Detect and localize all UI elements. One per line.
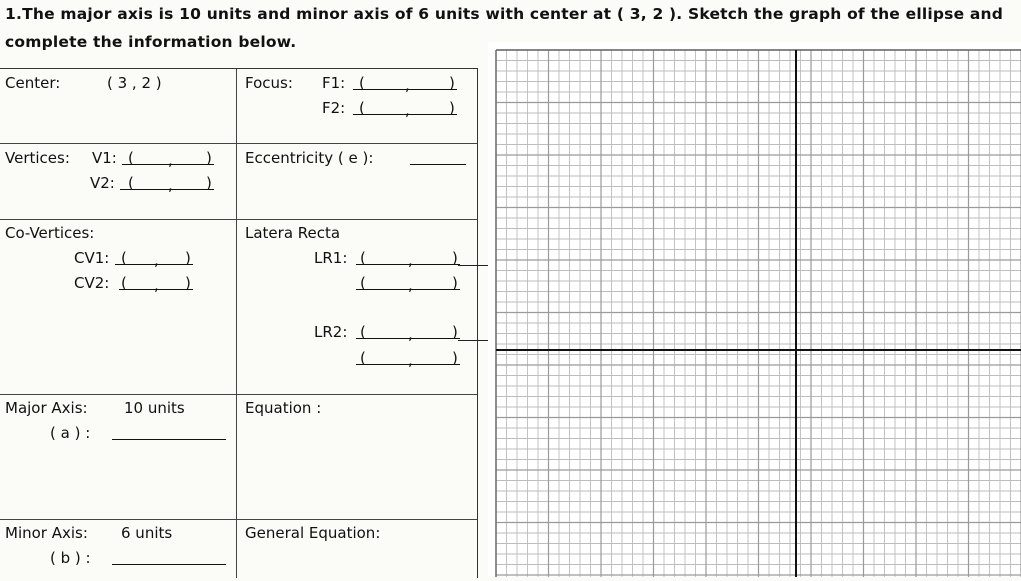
covertices-label: Co-Vertices: — [5, 224, 95, 242]
equation-label: Equation : — [245, 399, 322, 417]
problem-line-1: 1.The major axis is 10 units and minor axis of 6 units with center at ( 3, 2 ). Sketch the graph of the ellipse and — [5, 5, 1004, 23]
eccentricity-answer-blank[interactable] — [410, 148, 466, 165]
major-axis-label: Major Axis: — [5, 399, 88, 417]
v2-label: V2: — [90, 174, 115, 192]
v1-answer-blank[interactable]: ( , ) — [122, 148, 214, 165]
a-answer-blank[interactable] — [112, 423, 226, 440]
lr2-answer-blank-2[interactable]: ( , ) — [356, 348, 460, 365]
v1-label: V1: — [92, 149, 117, 167]
eccentricity-label: Eccentricity ( e ): — [245, 149, 374, 167]
general-equation-label: General Equation: — [245, 524, 381, 542]
minor-axis-value: 6 units — [121, 524, 173, 542]
b-answer-blank[interactable] — [112, 548, 226, 565]
table-column-divider — [236, 69, 237, 578]
latera-recta-label: Latera Recta — [245, 224, 341, 242]
cv2-label: CV2: — [74, 274, 110, 292]
cv1-answer-blank[interactable]: ( , ) — [115, 248, 193, 265]
lr1-answer-blank-2[interactable]: ( , ) — [356, 273, 460, 290]
coordinate-grid[interactable] — [488, 42, 1021, 577]
cv2-answer-blank[interactable]: ( , ) — [119, 273, 193, 290]
lr1-label: LR1: — [314, 249, 348, 267]
graph-paper[interactable] — [488, 42, 1021, 577]
v2-answer-blank[interactable]: ( , ) — [120, 173, 214, 190]
center-value: ( 3 , 2 ) — [107, 74, 162, 92]
f2-answer-blank[interactable]: ( , ) — [353, 98, 457, 115]
a-label: ( a ) : — [50, 424, 91, 442]
grid-background — [488, 42, 1021, 577]
f2-label: F2: — [322, 99, 346, 117]
table-row-divider — [0, 219, 477, 220]
table-row-divider — [0, 143, 477, 144]
center-label: Center: — [5, 74, 61, 92]
lr1-answer-blank-1[interactable]: ( , ) — [356, 248, 460, 265]
vertices-label: Vertices: — [5, 149, 70, 167]
f1-label: F1: — [322, 74, 346, 92]
info-table — [0, 68, 478, 578]
problem-line-2: complete the information below. — [5, 33, 297, 51]
lr2-answer-blank-1[interactable]: ( , ) — [356, 322, 460, 339]
minor-axis-label: Minor Axis: — [5, 524, 88, 542]
table-row-divider — [0, 394, 477, 395]
b-label: ( b ) : — [50, 549, 91, 567]
lr2-label: LR2: — [314, 323, 348, 341]
major-axis-value: 10 units — [124, 399, 185, 417]
cv1-label: CV1: — [74, 249, 110, 267]
focus-label: Focus: — [245, 74, 293, 92]
table-row-divider — [0, 519, 477, 520]
f1-answer-blank[interactable]: ( , ) — [353, 73, 457, 90]
